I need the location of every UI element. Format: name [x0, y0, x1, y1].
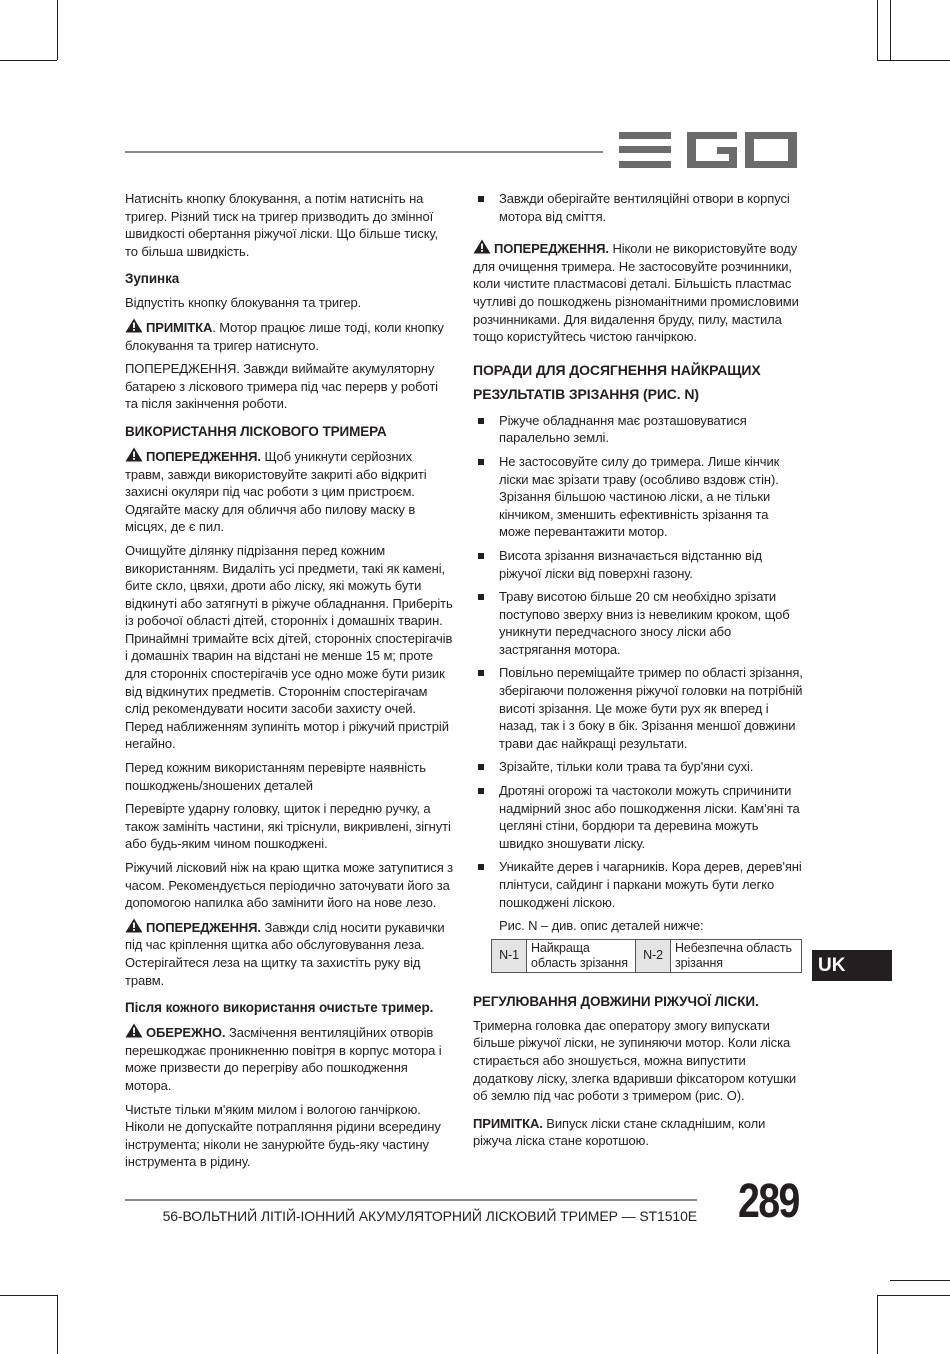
- language-tab: UK: [812, 950, 892, 981]
- list-item: Дротяні огорожі та частоколи можуть спричинити надмірний знос або пошкодження ліски. Кам'яні та цегляні стіни, бордюри та деревина можуть швидко зношувати ліску.: [473, 782, 803, 852]
- left-column: [125, 190, 453, 1177]
- footer-title: 56-ВОЛЬТНИЙ ЛІТІЙ-ІОННИЙ АКУМУЛЯТОРНИЙ ЛІСКОВИЙ ТРИМЕР — ST1510E: [162, 1208, 697, 1224]
- list-item: Ріжуче обладнання має розташовуватися паралельно землі.: [473, 412, 803, 447]
- ego-logo: [617, 130, 799, 170]
- bullet-square-icon: [478, 418, 484, 424]
- inspect-paragraph: Перевірте ударну головку, щиток і передню ручку, а також замініть частини, які тріснули, викривлені, зігнуті або будь-яким чином пошкоджені.: [125, 801, 451, 852]
- line-length-heading: РЕГУЛЮВАННЯ ДОВЖИНИ РІЖУЧОЇ ЛІСКИ.: [473, 993, 759, 1009]
- warning-label: ПОПЕРЕДЖЕННЯ.: [146, 919, 261, 935]
- tips-list: [473, 412, 803, 911]
- bullet-square-icon: [478, 764, 484, 770]
- note-text: . Мотор працює лише тоді, коли кнопку блокування та тригер натиснуто.: [125, 319, 444, 353]
- clean-paragraph: Чистьте тільки м'яким милом і вологою ганчіркою. Ніколи не допускайте потрапляння рідини всередину інструмента; ніколи не занурюйте будь-яку частину інструмента в рідину.: [125, 1101, 441, 1170]
- crop-mark: [57, 1295, 58, 1354]
- note-label: ПРИМІТКА: [146, 319, 213, 335]
- crop-mark: [877, 1295, 950, 1296]
- vents-list: [473, 190, 803, 225]
- crop-mark: [0, 60, 57, 61]
- trigger-paragraph: Натисніть кнопку блокування, а потім натисніть на тригер. Різний тиск на тригер призводить до змінної швидкості обертання ріжучої ліски. Що більше тиску, то більша швидкість.: [125, 191, 439, 259]
- check-paragraph: Перед кожним використанням перевірте наявність пошкоджень/зношених деталей: [125, 760, 426, 793]
- eye-warning: [125, 447, 453, 536]
- stop-heading: Зупинка: [125, 271, 180, 287]
- clear-area-paragraph: Очищуйте ділянку підрізання перед кожним використанням. Видаліть усі предмети, такі як камені, бите скло, цвяхи, дроти або ліску, які можуть бути відкинуті або затягнуті в ріжуче обладнання. Приберіть із робочої області дітей, сторонніх і домашніх тварин. Принаймні тримайте всіх дітей, сторонніх спостерігачів і домашніх тварин на відстані не менше 15 м; проте для сторонніх спостерігачів усе одно може бути ризик від відкинутих предметів. Стороннім спостерігачам слід рекомендувати носити засоби захисту очей. Перед наближенням зупиніть мотор і ріжучий пристрій негайно.: [125, 542, 453, 752]
- crop-mark: [0, 1295, 57, 1296]
- list-item: Не застосовуйте силу до тримера. Лише кінчик ліски має зрізати траву (особливо вздовж стін). Зрізання більшою частиною ліски, а не тільки кінчиком, зменшить ефективність зрізання та може перевантажити мотор.: [473, 453, 803, 541]
- footer-rule: [125, 1199, 697, 1201]
- tips-heading: ПОРАДИ ДЛЯ ДОСЯГНЕННЯ НАЙКРАЩИХ РЕЗУЛЬТАТІВ ЗРІЗАННЯ (РИС. N): [473, 361, 761, 402]
- caution-label: ОБЕРЕЖНО.: [146, 1025, 226, 1041]
- water-warning: [473, 239, 803, 346]
- bullet-square-icon: [478, 196, 484, 202]
- warning-triangle-icon: [125, 918, 143, 933]
- crop-mark: [890, 1280, 950, 1281]
- list-item: Траву висотою більше 20 см необхідно зрізати поступово зверху вниз із невеликим кроком, щоб уникнути передчасного зносу ліски або застрягання мотора.: [473, 588, 803, 658]
- use-heading: ВИКОРИСТАННЯ ЛІСКОВОГО ТРИМЕРА: [125, 423, 387, 439]
- warning-label: ПОПЕРЕДЖЕННЯ.: [146, 448, 261, 464]
- right-column: [473, 190, 803, 1156]
- bullet-square-icon: [478, 553, 484, 559]
- figure-legend-table: [491, 939, 802, 973]
- list-item: Висота зрізання визначається відстанню від ріжучої ліски від поверхні газону.: [473, 547, 803, 582]
- crop-mark: [890, 0, 891, 60]
- bullet-square-icon: [478, 788, 484, 794]
- gloves-warning: [125, 918, 453, 989]
- page-number: 289: [738, 1175, 799, 1228]
- list-item: Повільно переміщайте тример по області зрізання, зберігаючи положення ріжучої головки на потрібній висоті зрізання. Це може бути рух як вперед і назад, так і з боку в бік. Зрізання меншої довжини трави дає найкращі результати.: [473, 664, 803, 752]
- figure-caption: Рис. N – див. опис деталей нижче:: [499, 918, 704, 934]
- crop-mark: [877, 0, 878, 60]
- after-use-heading: Після кожного використання очистьте тример.: [125, 1000, 434, 1016]
- line-length-paragraph: Тримерна головка дає оператору змогу випускати більше ріжучої ліски, не зупиняючи мотор. Коли ліска стирається або зношується, можна випустити додаткову ліску, злегка вдаривши фіксатором котушки об землю під час роботи з тримером (рис. O).: [473, 1017, 797, 1104]
- legend-key: N-1: [492, 939, 527, 972]
- bullet-square-icon: [478, 594, 484, 600]
- warning-text: Завжди слід носити рукавички під час кріплення щитка або обслуговування леза. Остерігайтеся леза на щитку та захистіть руку від травм.: [125, 919, 445, 988]
- note-label: ПРИМІТКА.: [473, 1115, 543, 1131]
- list-item: Зрізайте, тільки коли трава та бур'яни сухі.: [473, 758, 803, 776]
- bullet-square-icon: [478, 459, 484, 465]
- caution-paragraph: [125, 1023, 453, 1094]
- bullet-square-icon: [478, 864, 484, 870]
- warning-triangle-icon: [125, 318, 143, 333]
- legend-value: Небезпечна область зрізання: [671, 939, 802, 972]
- crop-mark: [877, 60, 950, 61]
- warning-triangle-icon: [125, 1023, 143, 1038]
- legend-value: Найкраща область зрізання: [527, 939, 636, 972]
- blade-paragraph: Ріжучий лісковий ніж на краю щитка може затупитися з часом. Рекомендується періодично заточувати його за допомогою напилка або замінити його на нове лезо.: [125, 860, 454, 911]
- note2-paragraph: [473, 1115, 803, 1150]
- stop-paragraph: Відпустіть кнопку блокування та тригер.: [125, 295, 362, 311]
- warning-text: Ніколи не використовуйте воду для очищення тримера. Не застосовуйте розчинники, коли чистите пластмасові деталі. Більшість пластмас чутливі до пошкоджень різноманітними промисловими розчинниками. Для видалення бруду, пилу, мастила тощо користуйтесь чистою ганчіркою.: [473, 241, 799, 345]
- caution-text: Засмічення вентиляційних отворів перешкоджає проникненню повітря в корпус мотора і може призвести до перегріву або пошкодження мотора.: [125, 1025, 442, 1093]
- crop-mark: [57, 0, 58, 60]
- warning-text: Щоб уникнути серйозних травм, завжди використовуйте закриті або відкриті захисні окуляри під час роботи з цим пристроєм. Одягайте маску для обличчя або пилову маску в місцях, де є пил.: [125, 448, 427, 535]
- warning-label: ПОПЕРЕДЖЕННЯ.: [494, 241, 609, 257]
- warning-triangle-icon: [473, 239, 491, 254]
- table-row: [492, 939, 802, 972]
- note-text: Випуск ліски стане складнішим, коли ріжуча ліска стане коротшою.: [473, 1115, 766, 1149]
- bullet-square-icon: [478, 670, 484, 676]
- list-item: Завжди оберігайте вентиляційні отвори в корпусі мотора від сміття.: [473, 190, 803, 225]
- battery-warning: ПОПЕРЕДЖЕННЯ. Завжди виймайте акумуляторну батарею з лiскового тримера під час перерв у роботі та після закінчення роботи.: [125, 361, 438, 412]
- legend-key: N-2: [636, 939, 671, 972]
- header-rule: [125, 151, 603, 153]
- warning-triangle-icon: [125, 447, 143, 462]
- crop-mark: [877, 1295, 878, 1354]
- list-item: Уникайте дерев і чагарників. Кора дерев, дерев'яні плінтуси, сайдинг і паркани можуть бути легко пошкоджені ліскою.: [473, 858, 803, 911]
- note-paragraph: [125, 318, 453, 354]
